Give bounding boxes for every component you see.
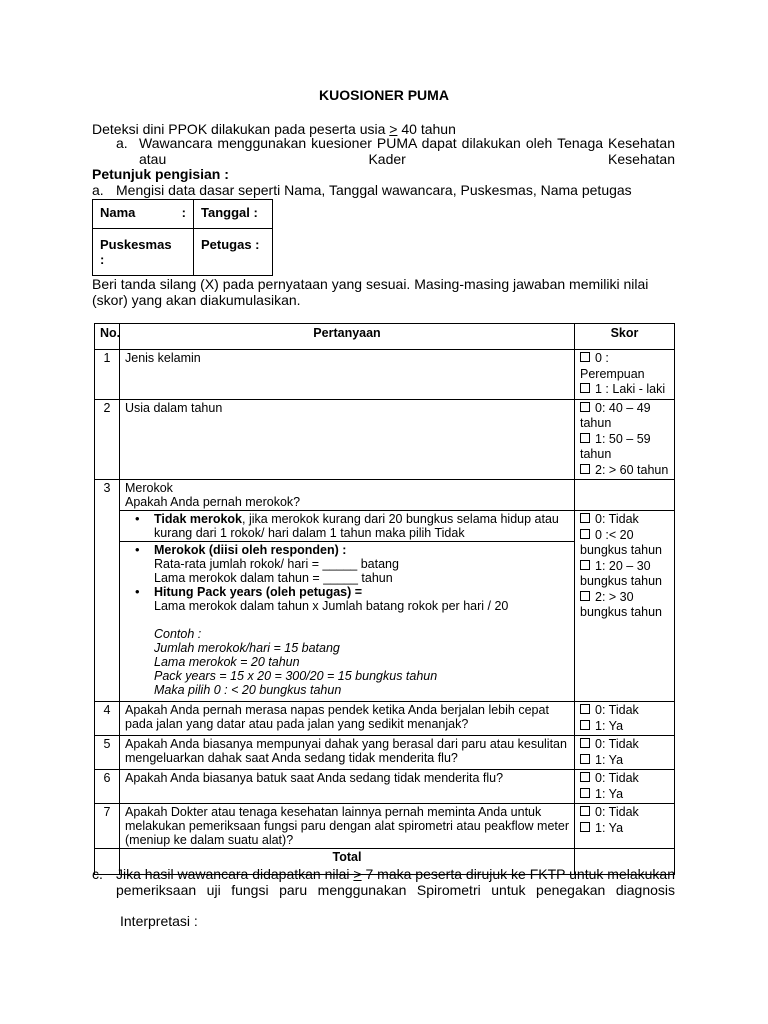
checkbox-icon[interactable] <box>580 433 590 443</box>
intro-line: Deteksi dini PPOK dilakukan pada peserta usia > 40 tahun <box>92 121 456 137</box>
score-options <box>575 736 675 770</box>
nama-label: Nama <box>100 205 136 220</box>
row-number: 5 <box>95 736 120 770</box>
intro-item-a: Wawancara menggunakan kuesioner PUMA dapat dilakukan oleh Tenaga Kesehatan atau Kader Kesehatan <box>139 135 675 167</box>
puma-table <box>94 323 675 875</box>
puskesmas-cell[interactable] <box>93 229 194 276</box>
tanggal-cell[interactable] <box>194 200 273 229</box>
petugas-label: Petugas : <box>201 237 260 252</box>
score-option[interactable]: 1: Ya <box>580 821 669 837</box>
checkbox-icon[interactable] <box>580 806 590 816</box>
score-option[interactable]: 0: Tidak <box>580 703 669 719</box>
checkbox-icon[interactable] <box>580 822 590 832</box>
score-option[interactable]: 0: Tidak <box>580 805 669 821</box>
score-options <box>575 511 675 702</box>
nama-cell[interactable] <box>93 200 194 229</box>
table-row <box>95 702 675 736</box>
score-option[interactable]: 1: Ya <box>580 787 669 803</box>
score-options <box>575 804 675 849</box>
checkbox-icon[interactable] <box>580 720 590 730</box>
score-options <box>575 702 675 736</box>
score-option[interactable]: 2: > 30 bungkus tahun <box>580 589 663 619</box>
table-row <box>95 770 675 804</box>
table-row <box>95 350 675 400</box>
instruction-text: Beri tanda silang (X) pada pernyataan yang sesuai. Masing-masing jawaban memiliki nilai (skor) yang akan diakumulasikan. <box>92 276 649 308</box>
score-empty <box>575 480 675 511</box>
row-number: 6 <box>95 770 120 804</box>
checkbox-icon[interactable] <box>580 560 590 570</box>
score-option[interactable]: 1: Ya <box>580 719 669 735</box>
tanggal-label: Tanggal : <box>201 205 258 220</box>
list-item: • Merokok (diisi oleh responden) : Rata-rata jumlah rokok/ hari = _____ batang Lama merokok dalam tahun = _____ tahun <box>125 543 569 585</box>
question-text: Apakah Anda pernah merasa napas pendek ketika Anda berjalan lebih cepat pada jalan yang datar atau pada jalan yang sedikit menanjak? <box>120 702 575 736</box>
table-row <box>95 480 675 511</box>
checkbox-icon[interactable] <box>580 402 590 412</box>
score-option[interactable]: 2: > 60 tahun <box>580 463 669 479</box>
checkbox-icon[interactable] <box>580 788 590 798</box>
score-option[interactable]: 1: 50 – 59 tahun <box>580 431 651 461</box>
score-option[interactable]: 1: Ya <box>580 753 669 769</box>
header-no: No. <box>95 324 120 350</box>
info-table <box>92 199 273 276</box>
header-pertanyaan: Pertanyaan <box>120 324 575 350</box>
score-options <box>575 350 675 400</box>
row-number: 1 <box>95 350 120 400</box>
conclusion-marker: c. <box>92 866 103 882</box>
puskesmas-colon: : <box>100 252 105 267</box>
question-text: Jenis kelamin <box>120 350 575 400</box>
header-skor: Skor <box>575 324 675 350</box>
question-text: Apakah Dokter atau tenaga kesehatan lainnya pernah meminta Anda untuk melakukan pemeriksaan fungsi paru dengan alat spirometri atau peakflow meter (meniup ke dalam suatu alat)? <box>120 804 575 849</box>
merokok-cell <box>120 542 575 702</box>
row-number: 7 <box>95 804 120 849</box>
score-option[interactable]: 0 : Perempuan <box>580 351 645 381</box>
checkbox-icon[interactable] <box>580 464 590 474</box>
table-row <box>95 736 675 770</box>
list-item: • Hitung Pack years (oleh petugas) = Lama merokok dalam tahun x Jumlah batang rokok per hari / 20 <box>125 585 569 613</box>
row-number: 2 <box>95 399 120 480</box>
petugas-cell[interactable] <box>194 229 273 276</box>
checkbox-icon[interactable] <box>580 513 590 523</box>
list-item: • Tidak merokok, jika merokok kurang dari 20 bungkus selama hidup atau kurang dari 1 rokok/ hari dalam 1 tahun maka pilih Tidak <box>125 512 569 540</box>
tidak-merokok-cell <box>120 511 575 542</box>
score-options <box>575 399 675 480</box>
table-row <box>95 399 675 480</box>
conclusion-text: Jika hasil wawancara didapatkan nilai > 7 maka peserta dirujuk ke FKTP untuk melakukan pemeriksaan uji fungsi paru menggunakan Spirometri untuk penegakan diagnosis <box>116 866 675 898</box>
interpretasi-label: Interpretasi : <box>120 913 198 929</box>
contoh-block: Contoh : Jumlah merokok/hari = 15 batang Lama merokok = 20 tahun Pack years = 15 x 20 = 300/20 = 15 bungkus tahun Maka pilih 0 : < 20 bungkus tahun <box>154 627 438 697</box>
score-option[interactable]: 1 : Laki - laki <box>580 382 669 398</box>
checkbox-icon[interactable] <box>580 529 590 539</box>
intro-item-marker: a. <box>116 135 128 151</box>
question-text: Apakah Anda biasanya batuk saat Anda sedang tidak menderita flu? <box>120 770 575 804</box>
total-label: Total <box>120 849 575 875</box>
score-options <box>575 770 675 804</box>
petunjuk-item-a: Mengisi data dasar seperti Nama, Tanggal wawancara, Puskesmas, Nama petugas <box>116 182 632 198</box>
question-text <box>120 480 575 511</box>
checkbox-icon[interactable] <box>580 591 590 601</box>
table-row <box>95 511 675 542</box>
table-row <box>95 804 675 849</box>
petunjuk-heading: Petunjuk pengisian : <box>92 166 229 182</box>
question-title: Merokok <box>125 481 173 495</box>
nama-colon: : <box>181 205 186 220</box>
checkbox-icon[interactable] <box>580 772 590 782</box>
score-option[interactable]: 0: Tidak <box>580 737 669 753</box>
score-option[interactable]: 1: 20 – 30 bungkus tahun <box>580 558 663 588</box>
checkbox-icon[interactable] <box>580 704 590 714</box>
puskesmas-label: Puskesmas <box>100 237 172 252</box>
score-option[interactable]: 0: Tidak <box>580 771 669 787</box>
row-number: 4 <box>95 702 120 736</box>
checkbox-icon[interactable] <box>580 754 590 764</box>
question-subtitle: Apakah Anda pernah merokok? <box>125 495 301 509</box>
page-title: KUOSIONER PUMA <box>319 87 449 103</box>
score-option[interactable]: 0 :< 20 bungkus tahun <box>580 527 663 557</box>
row-number: 3 <box>95 480 120 702</box>
petunjuk-marker: a. <box>92 182 104 198</box>
question-text: Usia dalam tahun <box>120 399 575 480</box>
checkbox-icon[interactable] <box>580 352 590 362</box>
question-text: Apakah Anda biasanya mempunyai dahak yang berasal dari paru atau kesulitan mengeluarkan dahak saat Anda sedang tidak menderita flu? <box>120 736 575 770</box>
checkbox-icon[interactable] <box>580 738 590 748</box>
checkbox-icon[interactable] <box>580 383 590 393</box>
score-option[interactable]: 0: Tidak <box>580 512 669 528</box>
score-option[interactable]: 0: 40 – 49 tahun <box>580 400 651 430</box>
